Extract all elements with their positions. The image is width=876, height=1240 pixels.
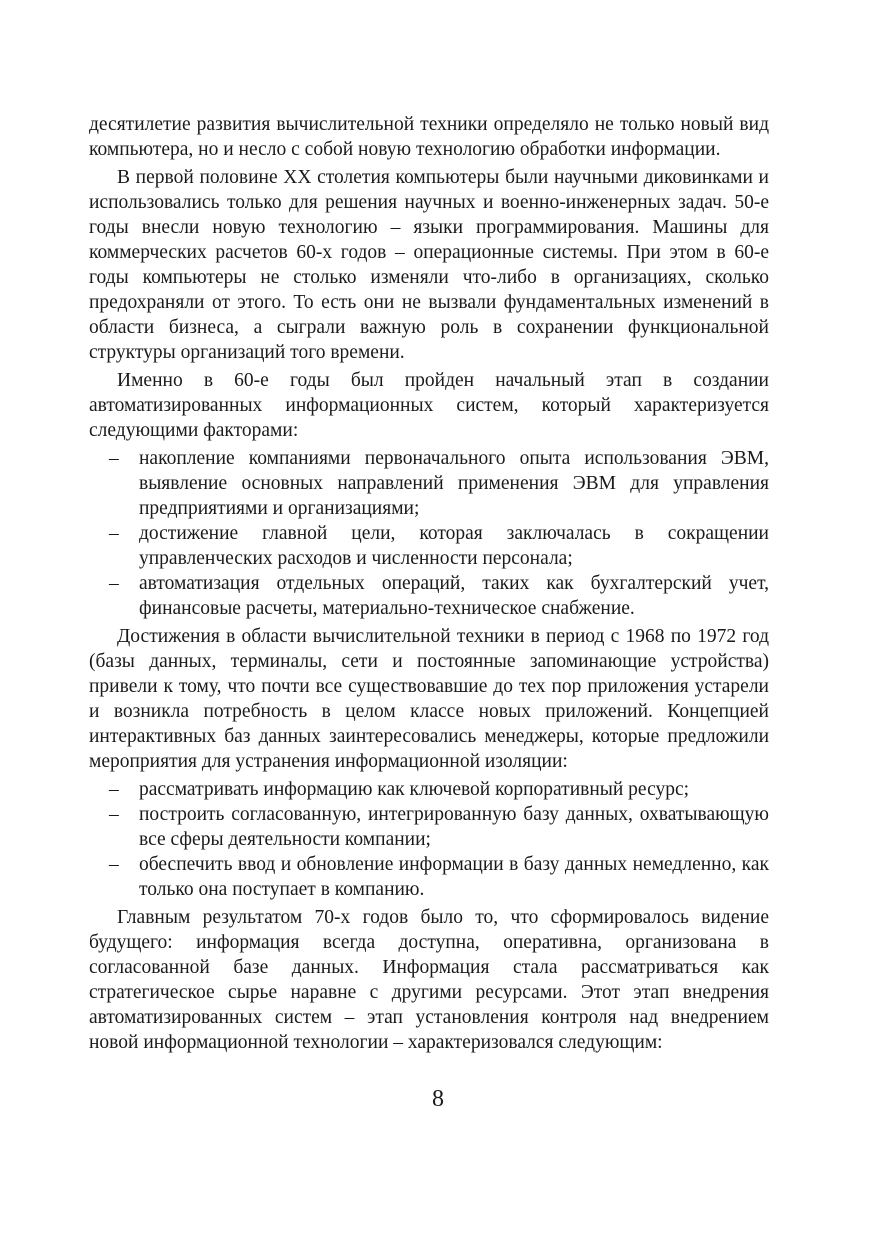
paragraph: В первой половине XX столетия компьютеры были научными диковинками и использовались только для решения научных и военно-инженерных задач. 50-е годы внесли новую технологию – языки программирования. Машины для коммерческих расчетов 60-х годов – операционные системы. При этом в 60-е годы компьютеры не столько изменяли что-либо в организациях, сколько предохраняли от этого. То есть они не вызвали фундаментальных изменений в области бизнеса, а сыграли важную роль в сохранении функциональной структуры организаций того времени. — [89, 167, 769, 363]
list-item — [89, 852, 769, 902]
dash-bullet: – — [109, 854, 119, 875]
list-item — [89, 777, 769, 802]
dash-bullet: – — [109, 573, 119, 594]
bullet-list-factors — [89, 446, 769, 621]
paragraph-continued: десятилетие развития вычислительной техники определяло не только новый вид компьютера, но и несло с собой новую технологию обработки информации. — [89, 114, 769, 160]
list-item-text: достижение главной цели, которая заключалась в сокращении управленческих расходов и численности персонала; — [139, 523, 769, 569]
list-item — [89, 521, 769, 571]
list-item-text: построить согласованную, интегрированную базу данных, охватывающую все сферы деятельности компании; — [139, 804, 769, 850]
paragraph: Главным результатом 70-х годов было то, что сформировалось видение будущего: информация всегда доступна, оперативна, организована в согласованной базе данных. Информация стала рассматриваться как стратегическое сырье наравне с другими ресурсами. Этот этап внедрения автоматизированных систем – этап установления контроля над внедрением новой информационной технологии – характеризовался следующим: — [89, 907, 769, 1053]
page-body — [89, 112, 769, 1058]
list-item-text: накопление компаниями первоначального опыта использования ЭВМ, выявление основных направлений применения ЭВМ для управления предприятиями и организациями; — [139, 448, 769, 519]
paragraph: Именно в 60-е годы был пройден начальный этап в создании автоматизированных информационных систем, который характеризуется следующими факторами: — [89, 370, 769, 441]
list-item-text: рассматривать информацию как ключевой корпоративный ресурс; — [139, 779, 690, 800]
dash-bullet: – — [109, 779, 119, 800]
list-item-text: обеспечить ввод и обновление информации в базу данных немедленно, как только она поступает в компанию. — [139, 854, 769, 900]
list-item — [89, 802, 769, 852]
bullet-list-measures — [89, 777, 769, 902]
list-item-text: автоматизация отдельных операций, таких как бухгалтерский учет, финансовые расчеты, материально-техническое снабжение. — [139, 573, 769, 619]
dash-bullet: – — [109, 804, 119, 825]
paragraph: Достижения в области вычислительной техники в период с 1968 по 1972 год (базы данных, терминалы, сети и постоянные запоминающие устройства) привели к тому, что почти все существовавшие до тех пор приложения устарели и возникла потребность в целом классе новых приложений. Концепцией интерактивных баз данных заинтересовались менеджеры, которые предложили мероприятия для устранения информационной изоляции: — [89, 626, 769, 772]
page-number: 8 — [432, 1086, 444, 1112]
list-item — [89, 571, 769, 621]
dash-bullet: – — [109, 448, 119, 469]
dash-bullet: – — [109, 523, 119, 544]
list-item — [89, 446, 769, 521]
